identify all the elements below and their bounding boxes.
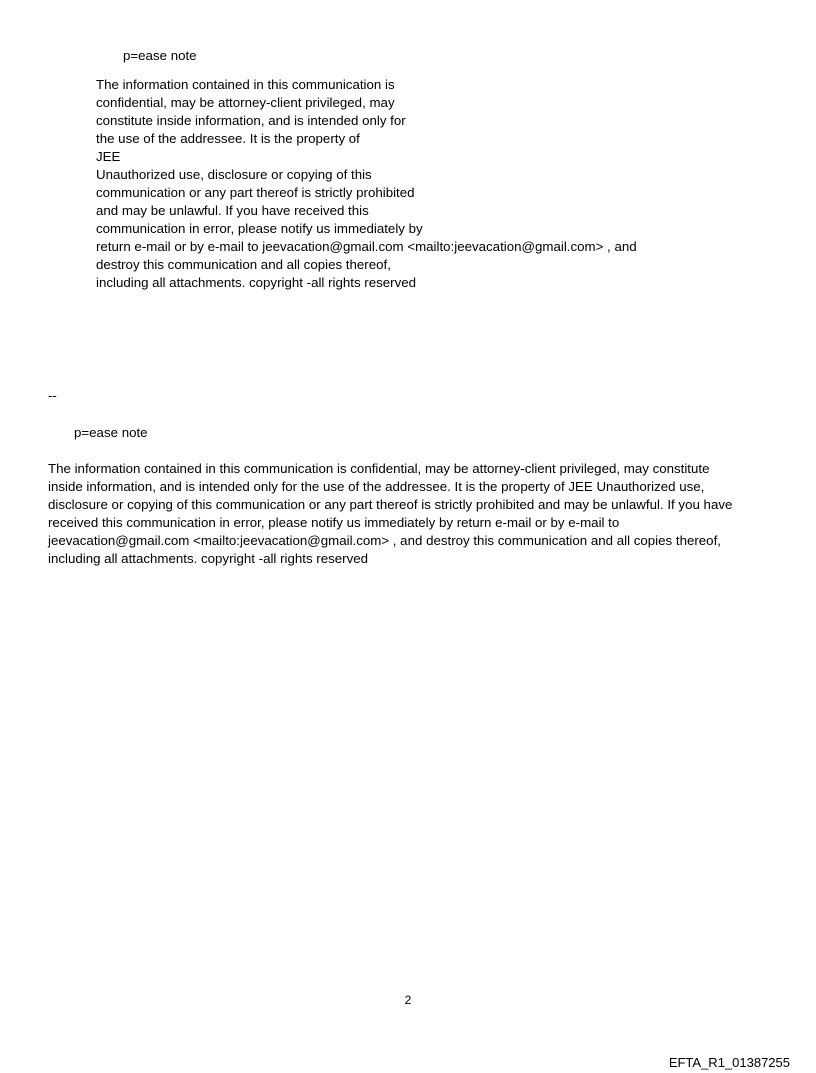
second-note-line: inside information, and is intended only for the use of the addressee. It is the property of JEE Unauthorized use, xyxy=(48,479,705,494)
first-note-line: and may be unlawful. If you have received this xyxy=(96,203,369,218)
first-note-line: including all attachments. copyright -all rights reserved xyxy=(96,275,417,290)
second-note-line: jeevacation@gmail.com <mailto:jeevacation@gmail.com> , and destroy this communication and all copies thereof, xyxy=(48,533,721,548)
page-number: 2 xyxy=(404,993,412,1007)
second-note-line: received this communication in error, please notify us immediately by return e-mail or by e-mail to xyxy=(48,515,620,530)
second-note-body xyxy=(48,460,732,568)
second-note-line: including all attachments. copyright -all rights reserved xyxy=(48,551,369,566)
first-note-line: Unauthorized use, disclosure or copying of this xyxy=(96,167,372,182)
first-note-line: the use of the addressee. It is the property of xyxy=(96,131,360,146)
first-note-body xyxy=(96,76,637,292)
first-note-line: destroy this communication and all copies thereof, xyxy=(96,257,391,272)
separator: -- xyxy=(48,388,57,403)
second-note-line: The information contained in this communication is confidential, may be attorney-client privileged, may constitute xyxy=(48,461,710,476)
first-note-line: The information contained in this communication is xyxy=(96,77,395,92)
second-note-heading: p=ease note xyxy=(74,425,148,440)
first-note-heading: p=ease note xyxy=(123,48,197,63)
first-note-line: communication in error, please notify us immediately by xyxy=(96,221,423,236)
first-note-line: JEE xyxy=(96,149,121,164)
first-note-line: return e-mail or by e-mail to jeevacation@gmail.com <mailto:jeevacation@gmail.com> , and xyxy=(96,239,637,254)
document-id: EFTA_R1_01387255 xyxy=(668,1055,790,1070)
first-note-line: confidential, may be attorney-client privileged, may xyxy=(96,95,395,110)
second-note-line: disclosure or copying of this communication or any part thereof is strictly prohibited and may be unlawful. If you have xyxy=(48,497,733,512)
first-note-line: constitute inside information, and is intended only for xyxy=(96,113,406,128)
first-note-line: communication or any part thereof is strictly prohibited xyxy=(96,185,415,200)
